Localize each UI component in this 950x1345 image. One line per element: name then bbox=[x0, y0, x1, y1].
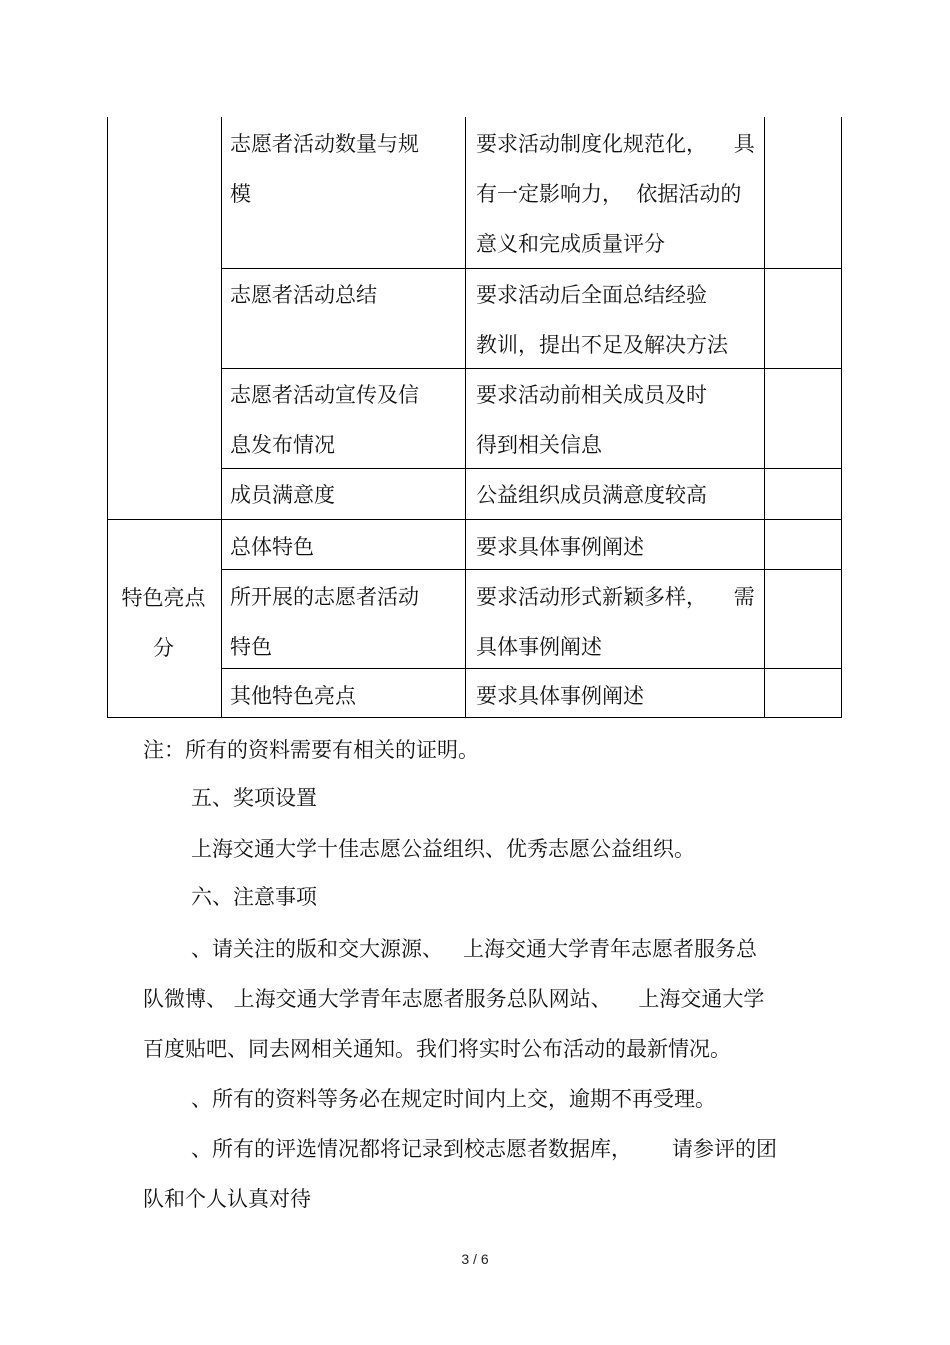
table-divider-requirement bbox=[764, 117, 765, 718]
table-cell-item: 特色 bbox=[230, 635, 272, 659]
table-cell-item: 其他特色亮点 bbox=[230, 684, 356, 708]
table-border-right bbox=[841, 117, 842, 718]
notes-item-2: 、所有的资料等务必在规定时间内上交，逾期不再受理。 bbox=[191, 1087, 716, 1111]
table-cell-requirement: 具体事例阐述 bbox=[476, 635, 602, 659]
table-cell-requirement: 要求活动前相关成员及时 bbox=[476, 383, 707, 407]
table-cell-item: 所开展的志愿者活动 bbox=[230, 585, 419, 609]
note-text: 注：所有的资料需要有相关的证明。 bbox=[143, 738, 479, 762]
table-cell-item: 志愿者活动总结 bbox=[230, 283, 377, 307]
table-cell-requirement: 要求活动制度化规范化， 具 bbox=[476, 132, 755, 156]
notes-item-3-cont: 队和个人认真对待 bbox=[143, 1187, 311, 1211]
table-cell-category: 分 bbox=[153, 636, 174, 660]
table-section-divider bbox=[107, 519, 842, 520]
table-cell-requirement: 得到相关信息 bbox=[476, 433, 602, 457]
evaluation-table bbox=[107, 117, 842, 718]
table-cell-requirement: 教训，提出不足及解决方法 bbox=[476, 333, 728, 357]
table-border-left-upper bbox=[107, 117, 108, 520]
notes-item-1-cont: 队微博、 上海交通大学青年志愿者服务总队网站、 上海交通大学 bbox=[143, 987, 765, 1011]
table-divider-item bbox=[465, 117, 466, 718]
page-number: 3 / 6 bbox=[461, 1251, 489, 1267]
table-cell-requirement: 意义和完成质量评分 bbox=[476, 232, 665, 256]
table-cell-requirement: 有一定影响力， 依据活动的 bbox=[476, 182, 742, 206]
awards-text: 上海交通大学十佳志愿公益组织、优秀志愿公益组织。 bbox=[191, 837, 695, 861]
table-cell-category: 特色亮点 bbox=[121, 586, 206, 610]
table-cell-item: 志愿者活动数量与规 bbox=[230, 132, 419, 156]
notes-item-1-cont: 百度贴吧、同去网相关通知。我们将实时公布活动的最新情况。 bbox=[143, 1037, 731, 1061]
table-cell-item: 成员满意度 bbox=[230, 483, 335, 507]
table-divider-category bbox=[221, 117, 222, 718]
table-cell-requirement: 公益组织成员满意度较高 bbox=[476, 483, 707, 507]
table-cell-item: 模 bbox=[230, 182, 251, 206]
table-cell-requirement: 要求具体事例阐述 bbox=[476, 684, 644, 708]
table-cell-requirement: 要求活动形式新颖多样， 需 bbox=[476, 585, 755, 609]
table-border-bottom bbox=[107, 717, 842, 718]
notes-item-3: 、所有的评选情况都将记录到校志愿者数据库， 请参评的团 bbox=[191, 1137, 778, 1161]
section-title-awards: 五、奖项设置 bbox=[191, 786, 317, 810]
table-cell-item: 总体特色 bbox=[230, 535, 314, 559]
notes-item-1: 、请关注的版和交大源源、 上海交通大学青年志愿者服务总 bbox=[191, 937, 758, 961]
table-cell-item: 志愿者活动宣传及信 bbox=[230, 383, 419, 407]
section-title-notes: 六、注意事项 bbox=[191, 885, 317, 909]
table-cell-requirement: 要求活动后全面总结经验 bbox=[476, 283, 707, 307]
table-cell-requirement: 要求具体事例阐述 bbox=[476, 535, 644, 559]
table-cell-item: 息发布情况 bbox=[230, 433, 335, 457]
